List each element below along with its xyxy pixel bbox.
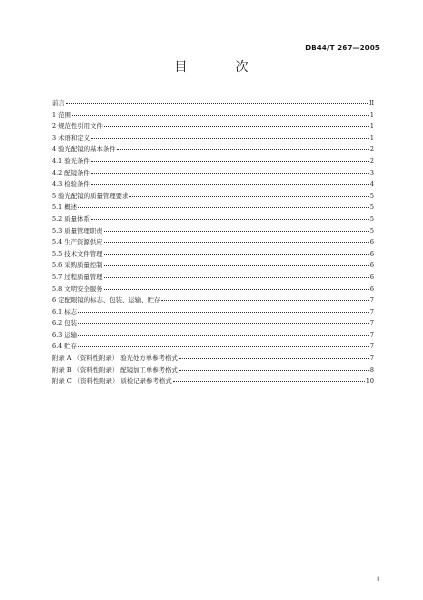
toc-leader-dots bbox=[104, 254, 369, 255]
toc-entry[interactable] bbox=[52, 249, 374, 261]
toc-entry-page: 6 bbox=[369, 249, 374, 258]
toc-entry-title: 2 规范性引用文件 bbox=[52, 122, 103, 131]
toc-entry[interactable] bbox=[52, 121, 374, 133]
toc-leader-dots bbox=[91, 219, 369, 220]
toc-entry[interactable] bbox=[52, 156, 374, 168]
toc-entry[interactable] bbox=[52, 260, 374, 272]
toc-entry-page: 7 bbox=[369, 354, 374, 363]
toc-entry-title: 5.2 质量体系 bbox=[52, 214, 90, 223]
toc-entry-page: 1 bbox=[369, 110, 374, 119]
toc-leader-dots bbox=[179, 370, 369, 371]
toc-leader-dots bbox=[78, 207, 369, 208]
toc-entry[interactable] bbox=[52, 144, 374, 156]
toc-entry-page: 2 bbox=[369, 156, 374, 165]
toc-entry-page: 5 bbox=[369, 214, 374, 223]
toc-leader-dots bbox=[104, 242, 369, 243]
toc-entry-title: 4 验光配镜的基本条件 bbox=[52, 145, 116, 154]
toc-entry-page: 1 bbox=[369, 133, 374, 142]
toc-entry-title: 5.4 生产资源供应 bbox=[52, 238, 103, 247]
toc-entry-page: 8 bbox=[369, 365, 374, 374]
toc-entry[interactable] bbox=[52, 376, 374, 388]
toc-entry-page: 6 bbox=[369, 238, 374, 247]
toc-leader-dots bbox=[173, 381, 365, 382]
toc-entry[interactable] bbox=[52, 202, 374, 214]
toc-entry-page: 7 bbox=[369, 319, 374, 328]
toc-entry-title: 5.3 质量管理职责 bbox=[52, 226, 103, 235]
toc-entry-title: 3 术语和定义 bbox=[52, 133, 91, 142]
toc-leader-dots bbox=[78, 346, 369, 347]
toc-entry-page: 6 bbox=[369, 261, 374, 270]
toc-entry[interactable] bbox=[52, 98, 374, 110]
toc-entry-title: 附录 B （资料性附录） 配镜加工单参考格式 bbox=[52, 365, 178, 374]
toc-entry[interactable] bbox=[52, 341, 374, 353]
toc-entry-page: 7 bbox=[369, 330, 374, 339]
toc-entry-title: 5.7 过程质量管理 bbox=[52, 272, 103, 281]
toc-entry-title: 5.1 概述 bbox=[52, 203, 77, 212]
toc-entry-page: 2 bbox=[369, 145, 374, 154]
toc-entry-page: 4 bbox=[369, 180, 374, 189]
toc-leader-dots bbox=[91, 138, 369, 139]
toc-leader-dots bbox=[91, 173, 369, 174]
toc-entry[interactable] bbox=[52, 295, 374, 307]
toc-entry[interactable] bbox=[52, 353, 374, 365]
toc-entry-page: II bbox=[368, 99, 374, 107]
toc-leader-dots bbox=[104, 265, 369, 266]
toc-entry-title: 5.5 技术文件管理 bbox=[52, 249, 103, 258]
page-title: 目 次 bbox=[174, 60, 271, 75]
toc-leader-dots bbox=[78, 312, 369, 313]
toc-leader-dots bbox=[104, 289, 369, 290]
toc-entry-title: 4.2 配镜条件 bbox=[52, 168, 90, 177]
toc-entry-title: 5.8 文明安全服务 bbox=[52, 284, 103, 293]
page-number: I bbox=[377, 576, 379, 583]
toc-entry[interactable] bbox=[52, 191, 374, 203]
toc-entry-page: 7 bbox=[369, 296, 374, 305]
toc-entry-page: 1 bbox=[369, 122, 374, 131]
toc-entry-page: 5 bbox=[369, 226, 374, 235]
toc-entry-page: 5 bbox=[369, 191, 374, 200]
standard-code: DB44/T 267—2005 bbox=[305, 44, 380, 52]
toc-entry-page: 7 bbox=[369, 307, 374, 316]
toc-entry-title: 附录 C （资料性附录） 质检记录参考格式 bbox=[52, 377, 172, 386]
toc-entry[interactable] bbox=[52, 110, 374, 122]
toc-entry-title: 4.3 检验条件 bbox=[52, 180, 90, 189]
toc-entry-title: 附录 A （资料性附录） 验光处方单参考格式 bbox=[52, 354, 178, 363]
toc-entry-page: 5 bbox=[369, 203, 374, 212]
toc-entry[interactable] bbox=[52, 214, 374, 226]
toc-entry[interactable] bbox=[52, 318, 374, 330]
toc-entry-title: 6.4 贮存 bbox=[52, 342, 77, 351]
toc-entry-title: 4.1 验光条件 bbox=[52, 156, 90, 165]
toc-leader-dots bbox=[91, 161, 369, 162]
toc-entry[interactable] bbox=[52, 237, 374, 249]
toc-entry-page: 7 bbox=[369, 342, 374, 351]
toc-entry-page: 6 bbox=[369, 272, 374, 281]
toc-entry[interactable] bbox=[52, 133, 374, 145]
toc-leader-dots bbox=[72, 115, 369, 116]
toc-leader-dots bbox=[78, 335, 369, 336]
toc-leader-dots bbox=[78, 323, 369, 324]
toc-entry-title: 前言 bbox=[52, 99, 65, 107]
toc-entry[interactable] bbox=[52, 284, 374, 296]
toc-leader-dots bbox=[161, 300, 369, 301]
toc-entry[interactable] bbox=[52, 330, 374, 342]
toc-entry[interactable] bbox=[52, 179, 374, 191]
toc-entry-title: 1 范围 bbox=[52, 110, 71, 119]
toc-leader-dots bbox=[179, 358, 369, 359]
toc-leader-dots bbox=[129, 196, 369, 197]
toc-leader-dots bbox=[66, 103, 368, 104]
toc-entry-page: 3 bbox=[369, 168, 374, 177]
toc-entry-title: 5 验光配镜的质量管理要求 bbox=[52, 191, 129, 200]
toc-entry[interactable] bbox=[52, 307, 374, 319]
toc-entry-title: 6.2 包装 bbox=[52, 319, 77, 328]
toc-entry-title: 5.6 采购质量控制 bbox=[52, 261, 103, 270]
toc-entry-page: 10 bbox=[365, 377, 374, 386]
toc-leader-dots bbox=[117, 149, 369, 150]
toc-leader-dots bbox=[91, 184, 369, 185]
toc-entry-title: 6.1 标志 bbox=[52, 307, 77, 316]
toc-leader-dots bbox=[104, 277, 369, 278]
toc-entry[interactable] bbox=[52, 272, 374, 284]
toc-entry[interactable] bbox=[52, 168, 374, 180]
toc-leader-dots bbox=[104, 126, 369, 127]
toc-entry-title: 6 定配眼镜的标志、包装、运输、贮存 bbox=[52, 296, 161, 305]
toc-entry[interactable] bbox=[52, 226, 374, 238]
toc-entry[interactable] bbox=[52, 365, 374, 377]
toc-leader-dots bbox=[104, 231, 369, 232]
table-of-contents bbox=[52, 98, 374, 388]
toc-entry-page: 6 bbox=[369, 284, 374, 293]
toc-entry-title: 6.3 运输 bbox=[52, 330, 77, 339]
